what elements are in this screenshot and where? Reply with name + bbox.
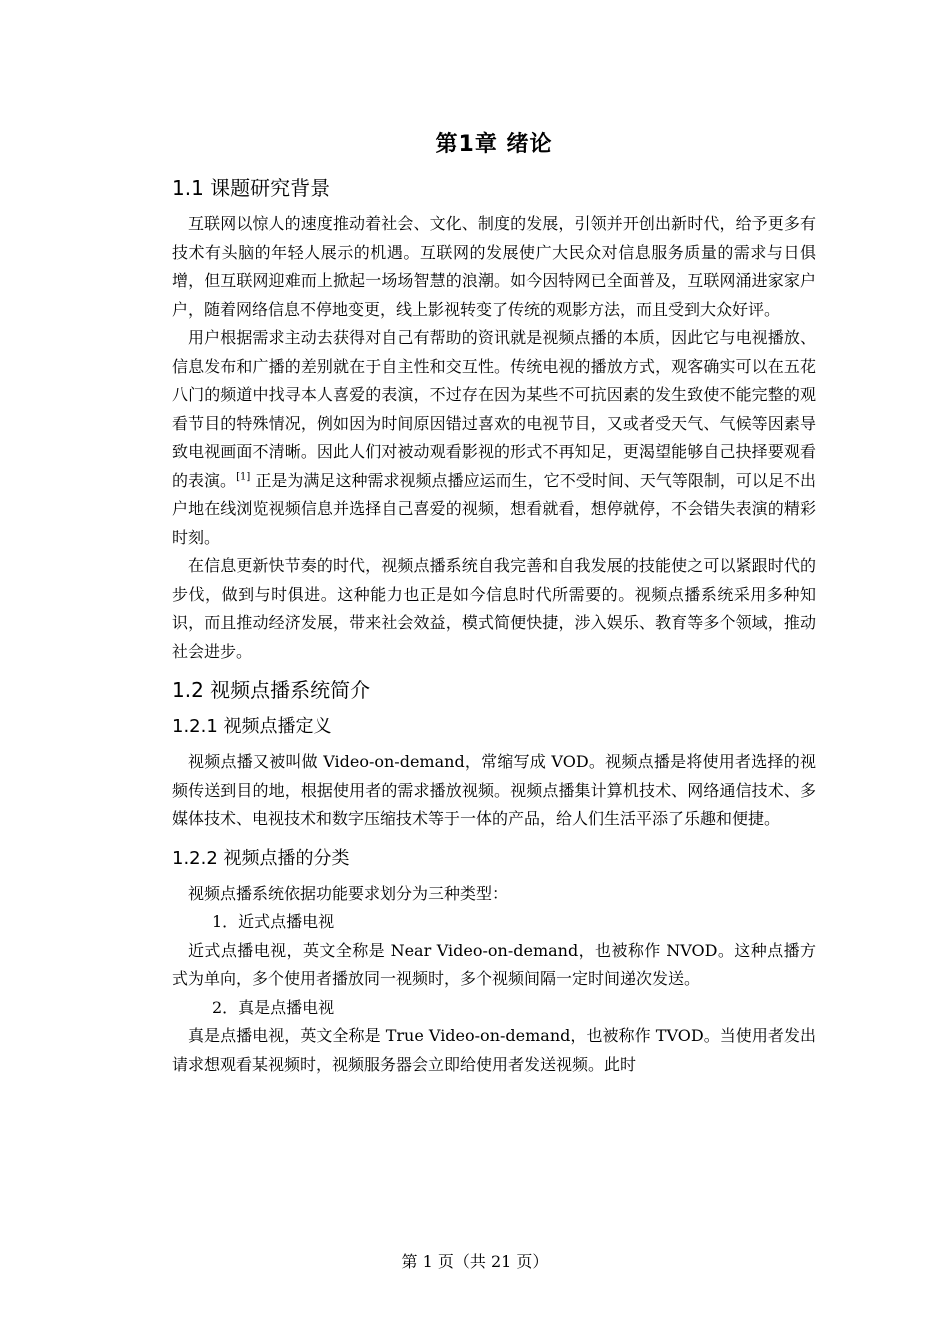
paragraph: 互联网以惊人的速度推动着社会、文化、制度的发展，引领并开创出新时代，给予更多有技术有头脑的年轻人展示的机遇。互联网的发展使广大民众对信息服务质量的需求与日俱增，但互联网迎难而上掀起一场场智慧的浪潮。如今因特网已全面普及，互联网涌进家家户户，随着网络信息不停地变更，线上影视转变了传统的观影方法，而且受到大众好评。: [172, 214, 816, 319]
citation-ref[interactable]: [1]: [236, 471, 251, 483]
subsection-heading-1-2-2: 1.2.2 视频点播的分类: [172, 847, 350, 869]
list-item-title: 2．真是点播电视: [212, 997, 335, 1017]
page-footer: 第 1 页（共 21 页）: [401, 1252, 549, 1271]
paragraph-with-citation: [172, 324, 816, 552]
paragraph-text: 正是为满足这种需求视频点播应运而生，它不受时间、天气等限制，可以足不出户地在线浏览视频信息并选择自己喜爱的视频，想看就看，想停就停，不会错失表演的精彩时刻。: [172, 470, 816, 547]
paragraph-text: 用户根据需求主动去获得对自己有帮助的资讯就是视频点播的本质，因此它与电视播放、信息发布和广播的差别就在于自主性和交互性。传统电视的播放方式，观客确实可以在五花八门的频道中找寻本人喜爱的表演，不过存在因为某些不可抗因素的发生致使不能完整的观看节目的特殊情况，例如因为时间原因错过喜欢的电视节目，又或者受天气、气候等因素导致电视画面不清晰。因此人们对被动观看影视的形式不再知足，更渴望能够自己抉择要观看的表演。: [172, 328, 816, 490]
paragraph: 真是点播电视，英文全称是 True Video-on-demand，也被称作 TVOD。当使用者发出请求想观看某视频时，视频服务器会立即给使用者发送视频。此时: [172, 1026, 816, 1074]
paragraph: 近式点播电视，英文全称是 Near Video-on-demand，也被称作 NVOD。这种点播方式为单向，多个使用者播放同一视频时，多个视频间隔一定时间递次发送。: [172, 940, 816, 988]
page-content: [172, 118, 816, 1079]
section-heading-1-2: 1.2 视频点播系统简介: [172, 678, 371, 702]
paragraph: 视频点播系统依据功能要求划分为三种类型：: [188, 883, 509, 903]
subsection-heading-1-2-1: 1.2.1 视频点播定义: [172, 716, 332, 737]
paragraph: 视频点播又被叫做 Video-on-demand，常缩写成 VOD。视频点播是将使用者选择的视频传送到目的地，根据使用者的需求播放视频。视频点播集计算机技术、网络通信技术、多媒体技术、电视技术和数字压缩技术等于一体的产品，给人们生活平添了乐趣和便捷。: [172, 752, 816, 828]
chapter-title: 第1章 绪论: [435, 132, 553, 157]
paragraph: 在信息更新快节奏的时代，视频点播系统自我完善和自我发展的技能使之可以紧跟时代的步伐，做到与时俱进。这种能力也正是如今信息时代所需要的。视频点播系统采用多种知识，而且推动经济发展，带来社会效益，模式简便快捷，涉入娱乐、教育等多个领域，推动社会进步。: [172, 556, 816, 661]
list-item-title: 1．近式点播电视: [212, 912, 335, 931]
section-heading-1-1: 1.1 课题研究背景: [172, 176, 331, 200]
